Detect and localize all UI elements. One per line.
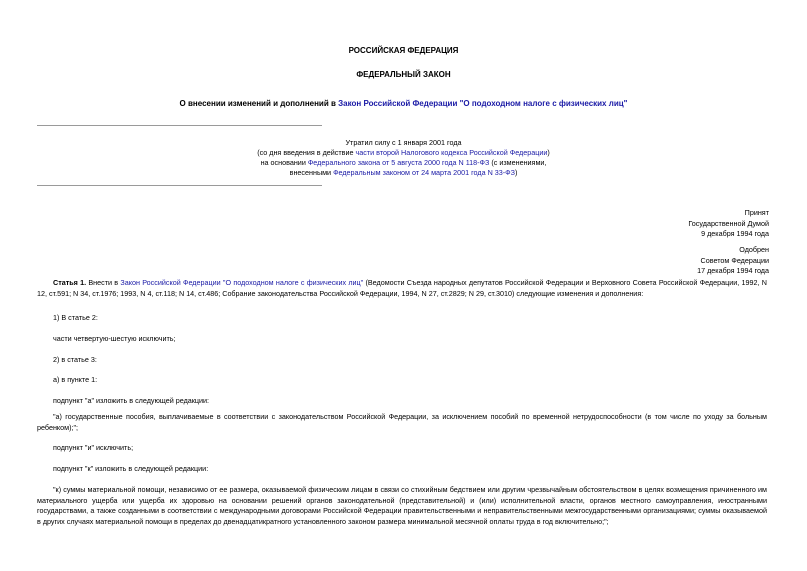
adoption-duma-line: Принят — [744, 208, 769, 217]
federal-law-118-link[interactable]: Федерального закона от 5 августа 2000 года N 118-ФЗ — [307, 158, 490, 167]
status-note-text: ) — [514, 168, 518, 177]
status-note-line-1: Утратил силу с 1 января 2001 года — [345, 138, 462, 147]
item-paragraph: "а) государственные пособия, выплачиваемые в соответствии с законодательством Российской Федерации, за исключением пособий по временной нетрудоспособности (в том числе по уходу за больным ребенком);"; — [37, 412, 767, 432]
adoption-duma-line: Государственной Думой — [688, 218, 769, 228]
adoption-duma-line: 9 декабря 1994 года — [701, 229, 769, 238]
item-paragraph: подпункт "к" изложить в следующей редакции: — [53, 464, 209, 473]
item-paragraph: "к) суммы материальной помощи, независимо от ее размера, оказываемой физическим лицам в связи со стихийным бедствием или другим чрезвычайным обстоятельством в целях возмещения причиненного им материального ущерба или ущерба их здоровью на основании решений органов законодательной (представительной) и (или) исполнительной власти, органов местного самоуправления, иностранными государствами, а также созданными в соответствии с международными договорами Российской Федерации правительственными и неправительственными межгосударственными организациями; суммы оказываемой в других случаях материальной помощи в пределах до двенадцатикратного установленного законом размера минимальной месячной оплаты труда в год включительно;"; — [37, 485, 767, 526]
income-tax-law-link[interactable]: Закон Российской Федерации "О подоходном налоге с физических лиц" — [120, 278, 364, 287]
status-note-text: (со дня введения в действие — [257, 148, 356, 157]
status-note-line-2 — [0, 148, 807, 157]
adoption-council-line: Советом Федерации — [700, 255, 769, 265]
item-paragraph: а) в пункте 1: — [53, 375, 98, 384]
article-1-text: Внести в — [86, 278, 121, 287]
law-title — [0, 99, 807, 108]
adoption-council-line: 17 декабря 1994 года — [697, 266, 769, 275]
status-note-text: на основании — [260, 158, 308, 167]
item-paragraph: подпункт "и" исключить; — [53, 443, 134, 452]
item-paragraph: подпункт "а" изложить в следующей редакции: — [53, 396, 210, 405]
article-1-label: Статья 1. — [53, 278, 87, 287]
country-heading: РОССИЙСКАЯ ФЕДЕРАЦИЯ — [348, 46, 459, 55]
divider-bottom — [37, 185, 322, 186]
law-type-heading: ФЕДЕРАЛЬНЫЙ ЗАКОН — [356, 70, 451, 79]
federal-law-33-link[interactable]: Федеральным законом от 24 марта 2001 года N 33-ФЗ — [333, 168, 515, 177]
law-title-prefix: О внесении изменений и дополнений в — [179, 99, 339, 108]
adoption-council-line: Одобрен — [739, 245, 769, 254]
status-note-text: внесенными — [289, 168, 334, 177]
tax-code-link[interactable]: части второй Налогового кодекса Российской Федерации — [355, 148, 548, 157]
item-paragraph: 2) в статье 3: — [53, 355, 97, 364]
item-paragraph: 1) В статье 2: — [53, 313, 98, 322]
divider-top — [37, 125, 322, 126]
adoption-duma — [688, 208, 769, 240]
law-title-link[interactable]: Закон Российской Федерации "О подоходном налоге с физических лиц" — [338, 99, 628, 108]
status-note-text: (с изменениями, — [489, 158, 547, 167]
article-1-paragraph — [37, 278, 767, 299]
adoption-council — [697, 245, 769, 277]
status-note-line-3 — [0, 158, 807, 167]
status-note-text: ) — [547, 148, 550, 157]
article-1-text: (Ведомости Съезда народных депутатов Российской Федерации и Верховного Совета Российской Федерации, 1992, N 12, ст.591; N 34, ст.1976; 1993, N 4, ст.118; N 14, ст.486; Собрание законодательства Российской Федерации, 1994, N 27, ст.2829; N 29, ст.3010) следующие изменения и дополнения: — [37, 278, 767, 298]
item-paragraph: части четвертую-шестую исключить; — [53, 334, 176, 343]
status-note-line-4 — [0, 168, 807, 177]
